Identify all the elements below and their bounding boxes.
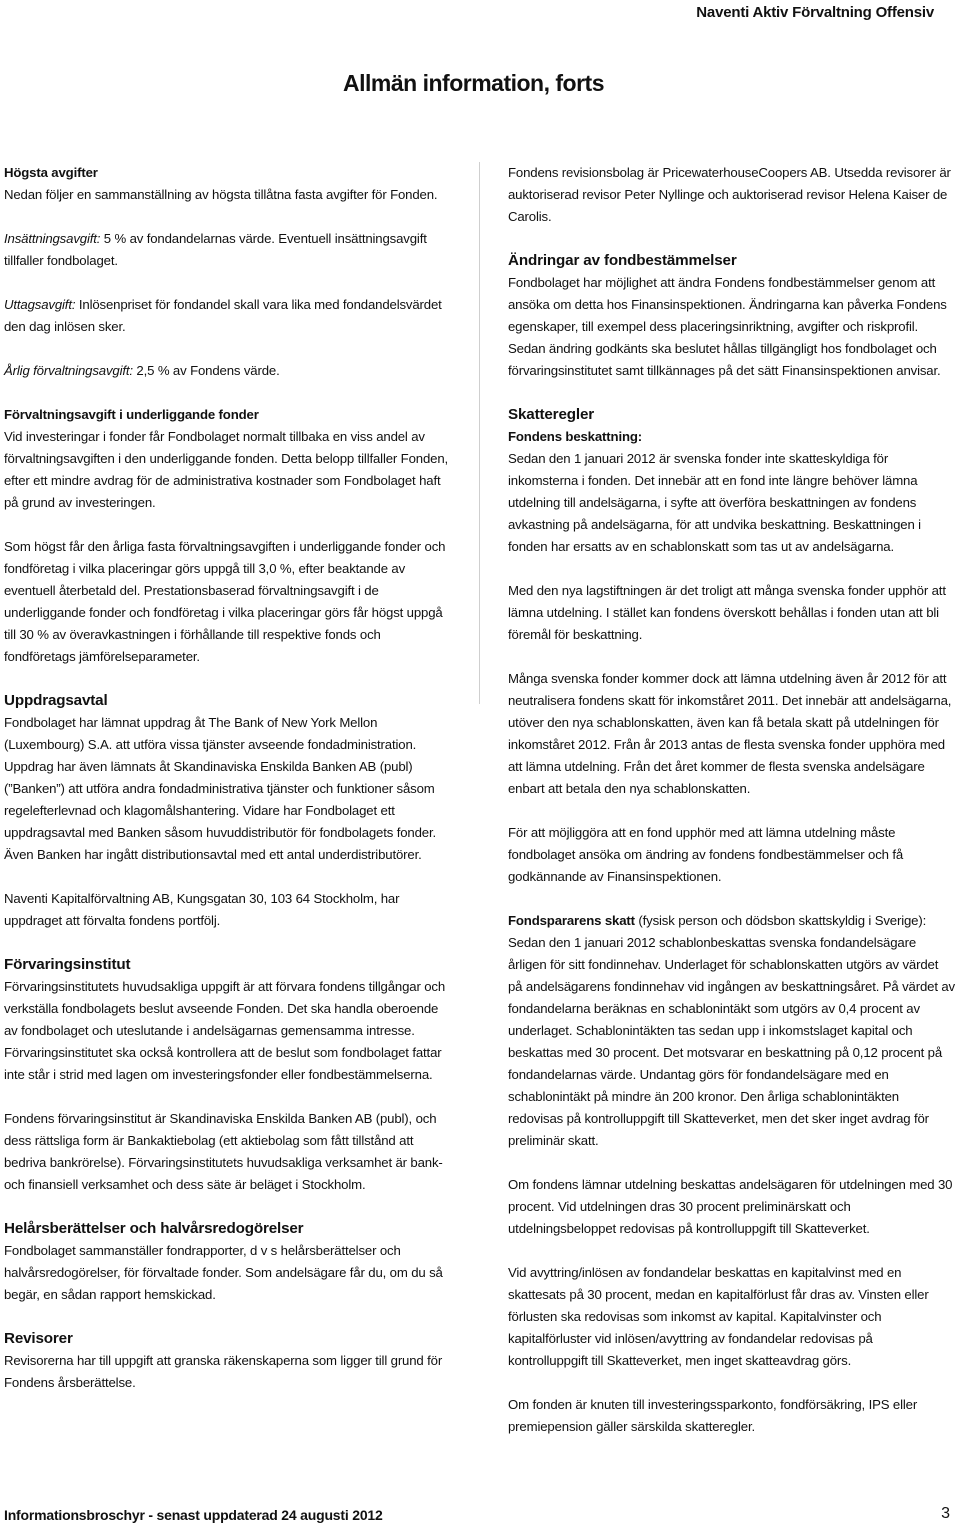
uttagsavgift-paragraph	[4, 294, 452, 338]
heading-revisorer: Revisorer	[4, 1330, 73, 1347]
revisionsbolag-text: Fondens revisionsbolag är PricewaterhouseCoopers AB. Utsedda revisorer är auktoriserad revisor Peter Nyllinge och auktoriserad revisor Helena Kaiser de Carolis.	[508, 165, 951, 224]
heading-helarsberattelser: Helårsberättelser och halvårsredogörelser	[4, 1220, 304, 1237]
skatteregler-p3: Många svenska fonder kommer dock att lämna utdelning även år 2012 för att neutralisera fondens skatt för inkomståret 2011. Det innebär att andelsägarna, utöver den nya schablonskatten, även kan få betala skatt på utdelningen för inkomståret 2012. Från år 2013 antas de flesta svenska fonder upphöra med att lämna utdelning. Från det året kommer de flesta svenska andelsägare enbart att betala den nya schablonskatten.	[508, 671, 952, 796]
left-column	[4, 162, 452, 1394]
uppdragsavtal-p1: Fondbolaget har lämnat uppdrag åt The Bank of New York Mellon (Luxembourg) S.A. att utföra vissa tjänster avseende fondadministration. Uppdrag har även lämnats åt Skandinaviska Enskilda Banken AB (publ) (”Banken”) att utföra andra fondadministrativa tjänster och funktioner såsom regelefterlevnad och klagomålshantering. Vidare har Fondbolaget ett uppdragsavtal med Banken såsom huvuddistributör för fondbolagets fonder. Även Banken har ingått distributionsavtal med ett antal underdistributörer.	[4, 715, 436, 862]
heading-underliggande: Förvaltningsavgift i underliggande fonder	[4, 407, 259, 422]
underliggande-p2: Som högst får den årliga fasta förvaltningsavgiften i underliggande fonder och fondföretag i vilka placeringar görs uppgå till 3,0 %, efter beaktande av eventuell återbetald del. Prestationsbaserad förvaltningsavgift i de underliggande fonder och fondföretag i vilka placeringar görs får högst uppgå till 30 % av överavkastningen i förhållande till respektive fonds och fondföretags jämförelseparameter.	[4, 539, 446, 664]
andringar-p1: Fondbolaget har möjlighet att ändra Fondens fondbestämmelser genom att ansöka om detta hos Finansinspektionen. Ändringarna kan påverka Fondens egenskaper, till exempel dess placeringsinriktning, avgifter och riskprofil. Sedan ändring godkänts ska beslutet hållas tillgängligt hos fondbolaget och förvaringsinstitutet samt tillkännages på det sätt Finansinspektionen anvisar.	[508, 275, 947, 378]
column-divider	[479, 162, 480, 704]
arlig-avgift-paragraph	[4, 360, 452, 382]
heading-hogsta-avgifter: Högsta avgifter	[4, 165, 98, 180]
page-title: Allmän information, forts	[343, 70, 604, 96]
insattningsavgift-label: Insättningsavgift:	[4, 231, 101, 246]
revisorer-p1: Revisorerna har till uppgift att granska räkenskaperna som ligger till grund för Fondens årsberättelse.	[4, 1353, 443, 1390]
heading-skatteregler: Skatteregler	[508, 406, 594, 423]
uppdragsavtal-p2: Naventi Kapitalförvaltning AB, Kungsgatan 30, 103 64 Stockholm, har uppdraget att förvalta fondens portfölj.	[4, 891, 400, 928]
skatteregler-p4: För att möjliggöra att en fond upphör med att lämna utdelning måste fondbolaget ansöka om ändring av fondens fondbestämmelser och få godkännande av Finansinspektionen.	[508, 825, 904, 884]
skatteregler-p6: Om fondens lämnar utdelning beskattas andelsägaren för utdelningen med 30 procent. Vid utdelningen dras 30 procent preliminärskatt och utdelningsbeloppet redovisas på kontrolluppgift till Skatteverket.	[508, 1177, 953, 1236]
right-column	[508, 162, 956, 1438]
fondspararens-skatt-label: Fondspararens skatt	[508, 913, 635, 928]
heading-forvaringsinstitut: Förvaringsinstitut	[4, 956, 131, 973]
insattningsavgift-paragraph	[4, 228, 452, 272]
skatteregler-p1: Sedan den 1 januari 2012 är svenska fonder inte skatteskyldiga för inkomsterna i fonden. Det innebär att en fond inte längre behöver lämna utdelning till andelsägarna, i syfte att överföra beskattningen av fondens avkastning på andelsägarna, för att undvika beskattning. Beskattningen i fonden har ersatts av en schablonskatt som tas ut av andelsägarna.	[508, 451, 921, 554]
heading-uppdragsavtal: Uppdragsavtal	[4, 692, 108, 709]
fondspararens-skatt-text: (fysisk person och dödsbon skattskyldig i Sverige): Sedan den 1 januari 2012 schablonbeskattas svenska fondandelsägare årligen för sitt fondinnehav. Underlaget för schablonskatten utgörs av värdet på andelsägarens fondinnehav vid ingången av beskattningsåret. På värdet av fondandelarna beräknas en schablonintäkt som utgörs av 0,4 procent av underlaget. Schablonintäkten tas sedan upp i inkomstslaget kapital och beskattas med 30 procent. Det motsvarar en beskattning på 0,12 procent på fondandelarnas värde. Undantag görs för fondandelsägare med en schablonintäkt på mindre än 200 kronor. Den årliga schablonintäkten redovisas på kontrolluppgift till Skatteverket, men det sker inget avdrag för preliminär skatt.	[508, 913, 955, 1148]
forvaringsinstitut-p1: Förvaringsinstitutets huvudsakliga uppgift är att förvara fondens tillgångar och verkställa fondbolagets beslut avseende Fonden. Det ska handla oberoende av fondbolaget och uteslutande i andelsägarnas gemensamma intresse. Förvaringsinstitutet ska också kontrollera att de beslut som fondbolaget fattar inte står i strid med lagen om investeringsfonder eller fondbestämmelserna.	[4, 979, 446, 1082]
page-number: 3	[941, 1505, 950, 1522]
arlig-avgift-label: Årlig förvaltningsavgift:	[4, 363, 133, 378]
uttagsavgift-label: Uttagsavgift:	[4, 297, 76, 312]
skatteregler-p8: Om fonden är knuten till investeringssparkonto, fondförsäkring, IPS eller premiepension gäller särskilda skatteregler.	[508, 1397, 918, 1434]
underliggande-p1: Vid investeringar i fonder får Fondbolaget normalt tillbaka en viss andel av förvaltningsavgiften i den underliggande fonden. Detta belopp tillfaller Fonden, efter ett mindre avdrag för de administrativa kostnader som Fondbolaget haft på grund av investeringen.	[4, 429, 449, 510]
skatteregler-p2: Med den nya lagstiftningen är det troligt att många svenska fonder upphör att lämna utdelning. I stället kan fondens överskott behållas i fonden utan att bli föremål för beskattning.	[508, 583, 946, 642]
intro-text: Nedan följer en sammanställning av högsta tillåtna fasta avgifter för Fonden.	[4, 187, 438, 202]
forvaringsinstitut-p2: Fondens förvaringsinstitut är Skandinaviska Enskilda Banken AB (publ), och dess rättsliga form är Bankaktiebolag (ett aktiebolag som fått tillstånd att bedriva bankrörelse). Förvaringsinstitutets huvudsakliga verksamhet är bank- och finansiell verksamhet och dess säte är beläget i Stockholm.	[4, 1111, 443, 1192]
fund-name-header: Naventi Aktiv Förvaltning Offensiv	[696, 4, 934, 21]
skatteregler-p5	[508, 910, 956, 1152]
skatteregler-p7: Vid avyttring/inlösen av fondandelar beskattas en kapitalvinst med en skattesats på 30 procent, medan en kapitalförlust får dras av. Vinsten eller förlusten ska redovisas som inkomst av kapital. Kapitalvinster och kapitalförluster vid inlösen/avyttring av fondandelar redovisas på kontrolluppgift till Skatteverket, men inget skatteavdrag görs.	[508, 1265, 929, 1368]
helars-p1: Fondbolaget sammanställer fondrapporter, d v s helårsberättelser och halvårsredogörelser, för förvaltade fonder. Som andelsägare får du, om du så begär, en sådan rapport hemskickad.	[4, 1243, 443, 1302]
heading-andringar: Ändringar av fondbestämmelser	[508, 252, 737, 269]
subheading-fondens-beskattning: Fondens beskattning:	[508, 429, 643, 444]
insattningsavgift-text: 5 % av fondandelarnas värde. Eventuell insättningsavgift tillfaller fondbolaget.	[4, 231, 427, 268]
arlig-avgift-text: 2,5 % av Fondens värde.	[132, 363, 280, 378]
uttagsavgift-text: Inlösenpriset för fondandel skall vara lika med fondandelsvärdet den dag inlösen sker.	[4, 297, 442, 334]
footer-document-info: Informationsbroschyr - senast uppdaterad 24 augusti 2012	[4, 1507, 383, 1523]
